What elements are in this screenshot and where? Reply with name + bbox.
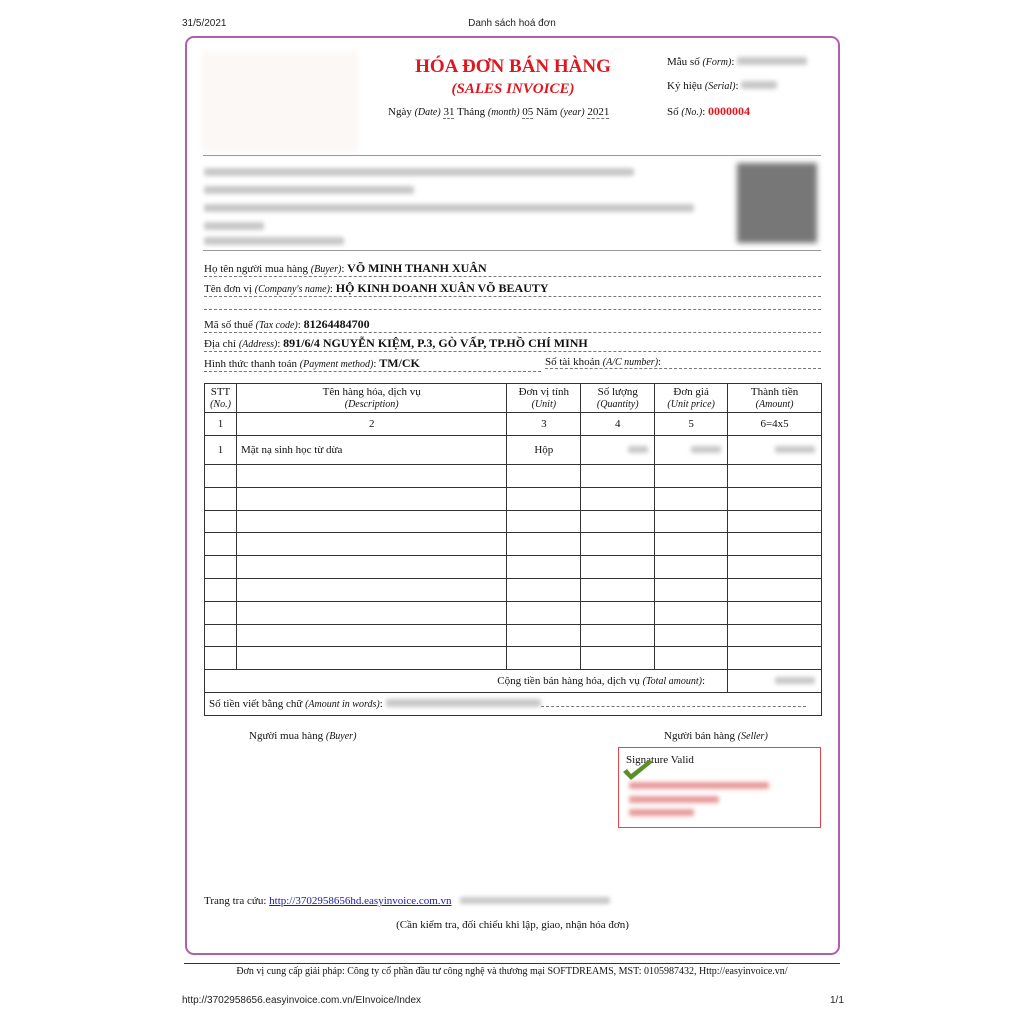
account-number-field: Số tài khoản (A/C number): (545, 356, 821, 369)
payment-value: TM/CK (379, 356, 420, 370)
empty-cell (581, 510, 655, 533)
header-unit-price: Đơn giá (Unit price) (655, 384, 728, 413)
seller-info-blurred (204, 168, 634, 176)
amount-in-words: Số tiền viết bằng chữ (Amount in words): (205, 693, 822, 716)
address-value: 891/6/4 NGUYỄN KIỆM, P.3, GÒ VẤP, TP.HỒ CHÍ MINH (283, 336, 588, 350)
empty-cell (581, 533, 655, 556)
empty-cell (728, 510, 822, 533)
month-en: (month) (487, 107, 520, 118)
empty-cell (205, 624, 237, 647)
qr-code (737, 163, 817, 243)
lookup-link[interactable]: http://3702958656hd.easyinvoice.com.vn (269, 895, 452, 907)
table-row (205, 436, 822, 465)
empty-cell (507, 465, 581, 488)
signature-valid-text: Signature Valid (626, 754, 694, 766)
invoice-date (388, 106, 609, 118)
empty-cell (581, 487, 655, 510)
item-quantity (581, 436, 655, 465)
account-label: Số tài khoản (545, 356, 600, 368)
amount-in-words-row (205, 693, 822, 716)
header-no: STT (No.) (205, 384, 237, 413)
form-en: (Form) (702, 57, 732, 68)
empty-cell (728, 601, 822, 624)
empty-cell (581, 556, 655, 579)
company-name-continuation (204, 309, 821, 310)
empty-cell (655, 556, 728, 579)
empty-cell (581, 465, 655, 488)
serial-value-blurred (741, 81, 777, 89)
table-header-row (205, 384, 822, 413)
empty-table-row (205, 578, 822, 601)
empty-cell (507, 533, 581, 556)
seller-info-blurred (204, 237, 344, 245)
empty-cell (728, 578, 822, 601)
buyer-name-field: Họ tên người mua hàng (Buyer): VÕ MINH THANH XUÂN (204, 261, 821, 277)
blurred-value (775, 677, 815, 684)
page-url: http://3702958656.easyinvoice.com.vn/EInvoice/Index (182, 995, 422, 1006)
year-label: Năm (536, 106, 558, 118)
checkmark-icon (621, 760, 655, 782)
date-label: Ngày (388, 106, 412, 118)
empty-cell (728, 556, 822, 579)
company-logo (202, 52, 358, 152)
col-number: 3 (507, 413, 581, 436)
empty-cell (655, 510, 728, 533)
item-unit: Hộp (507, 436, 581, 465)
header-amount: Thành tiền (Amount) (728, 384, 822, 413)
divider (184, 963, 840, 964)
date-day: 31 (443, 106, 455, 118)
signer-info-blurred (629, 809, 694, 816)
col-number: 1 (205, 413, 237, 436)
col-number: 5 (655, 413, 728, 436)
empty-table-row (205, 465, 822, 488)
payment-en: (Payment method) (299, 359, 374, 370)
provider-info: Đơn vị cung cấp giải pháp: Công ty cổ phần đầu tư công nghệ và thương mại SOFTDREAMS, MST: 0105987432, Http://easyinvoice.vn/ (236, 966, 788, 977)
lookup-label: Trang tra cứu: (204, 895, 267, 907)
empty-cell (507, 578, 581, 601)
empty-cell (581, 578, 655, 601)
empty-cell (236, 487, 506, 510)
invoice-title: HÓA ĐƠN BÁN HÀNG (415, 56, 611, 77)
address-en: (Address) (238, 339, 278, 350)
empty-cell (655, 465, 728, 488)
signer-info-blurred (629, 796, 719, 803)
empty-cell (205, 487, 237, 510)
empty-cell (655, 578, 728, 601)
invoice-no-value: 0000004 (708, 104, 751, 118)
empty-cell (581, 601, 655, 624)
empty-table-row (205, 556, 822, 579)
company-name-field: Tên đơn vị (Company's name): HỘ KINH DOANH XUÂN VÕ BEAUTY (204, 281, 821, 297)
empty-cell (507, 601, 581, 624)
seller-signature-label: Người bán hàng (Seller) (664, 730, 768, 742)
buyer-name-label: Họ tên người mua hàng (204, 263, 309, 275)
empty-cell (236, 601, 506, 624)
year-en: (year) (560, 107, 585, 118)
empty-cell (236, 556, 506, 579)
company-en: (Company's name) (254, 284, 330, 295)
invoice-number: Số (No.): 0000004 (667, 104, 751, 118)
lookup-code-blurred (460, 897, 610, 904)
empty-cell (581, 647, 655, 670)
no-en: (No.) (681, 107, 703, 118)
empty-cell (236, 510, 506, 533)
empty-cell (236, 578, 506, 601)
empty-cell (655, 487, 728, 510)
empty-cell (205, 533, 237, 556)
empty-cell (655, 624, 728, 647)
empty-cell (581, 624, 655, 647)
empty-cell (507, 487, 581, 510)
col-number: 2 (236, 413, 506, 436)
item-unit-price (655, 436, 728, 465)
lookup-line (204, 895, 610, 907)
empty-cell (728, 647, 822, 670)
signer-info-blurred (629, 782, 769, 789)
company-value: HỘ KINH DOANH XUÂN VÕ BEAUTY (335, 281, 549, 295)
blurred-value (775, 446, 815, 453)
form-number: Mẫu số (Form): (667, 56, 807, 68)
col-number: 4 (581, 413, 655, 436)
item-no: 1 (205, 436, 237, 465)
seller-info-blurred (204, 222, 264, 230)
address-label: Địa chỉ (204, 338, 237, 350)
empty-cell (205, 510, 237, 533)
empty-cell (236, 647, 506, 670)
header-quantity: Số lượng (Quantity) (581, 384, 655, 413)
digital-signature-box (618, 747, 821, 828)
empty-cell (728, 624, 822, 647)
date-year: 2021 (587, 106, 610, 118)
divider (203, 155, 821, 156)
item-description: Mặt nạ sinh học từ dừa (236, 436, 506, 465)
empty-cell (205, 556, 237, 579)
empty-cell (728, 487, 822, 510)
header-description: Tên hàng hóa, dịch vụ (Description) (236, 384, 506, 413)
empty-table-row (205, 487, 822, 510)
month-label: Tháng (457, 106, 486, 118)
tax-label: Mã số thuế (204, 319, 253, 331)
serial-en: (Serial) (704, 81, 736, 92)
empty-cell (205, 578, 237, 601)
seller-info-blurred (204, 204, 694, 212)
seller-info-blurred (204, 186, 414, 194)
column-number-row (205, 413, 822, 436)
empty-table-row (205, 533, 822, 556)
empty-cell (655, 533, 728, 556)
item-amount (728, 436, 822, 465)
empty-cell (205, 465, 237, 488)
buyer-name-value: VÕ MINH THANH XUÂN (347, 261, 487, 275)
total-amount (728, 670, 822, 693)
empty-table-row (205, 601, 822, 624)
buyer-name-en: (Buyer) (310, 264, 342, 275)
address-field: Địa chỉ (Address): 891/6/4 NGUYỄN KIỆM, P.3, GÒ VẤP, TP.HỒ CHÍ MINH (204, 336, 821, 352)
serial-label: Ký hiệu (667, 80, 703, 92)
empty-cell (236, 533, 506, 556)
empty-cell (507, 624, 581, 647)
print-date: 31/5/2021 (182, 18, 227, 29)
company-label: Tên đơn vị (204, 283, 252, 295)
blurred-value (386, 699, 541, 707)
empty-table-row (205, 647, 822, 670)
page-title: Danh sách hoá đơn (468, 18, 556, 29)
empty-cell (205, 647, 237, 670)
serial-number: Ký hiệu (Serial): (667, 80, 777, 92)
items-table (204, 383, 822, 716)
page-number: 1/1 (830, 995, 844, 1006)
empty-cell (507, 647, 581, 670)
empty-cell (728, 533, 822, 556)
tax-value: 81264484700 (303, 317, 370, 331)
total-row (205, 670, 822, 693)
blurred-value (628, 446, 648, 453)
empty-cell (655, 601, 728, 624)
buyer-signature-label: Người mua hàng (Buyer) (249, 730, 357, 742)
empty-table-row (205, 510, 822, 533)
empty-cell (236, 465, 506, 488)
empty-cell (728, 465, 822, 488)
total-label: Cộng tiền bán hàng hóa, dịch vụ (Total amount): (205, 670, 728, 693)
col-number: 6=4x5 (728, 413, 822, 436)
empty-cell (236, 624, 506, 647)
payment-method-field: Hình thức thanh toán (Payment method): TM/CK (204, 356, 541, 372)
account-en: (A/C number) (602, 357, 659, 368)
header-unit: Đơn vị tính (Unit) (507, 384, 581, 413)
empty-cell (507, 510, 581, 533)
blurred-value (691, 446, 721, 453)
empty-cell (205, 601, 237, 624)
date-en: (Date) (414, 107, 441, 118)
empty-table-row (205, 624, 822, 647)
divider (203, 250, 821, 251)
empty-cell (507, 556, 581, 579)
no-label: Số (667, 106, 679, 118)
date-month: 05 (522, 106, 534, 118)
form-value-blurred (737, 57, 807, 65)
tax-en: (Tax code) (255, 320, 298, 331)
payment-label: Hình thức thanh toán (204, 358, 298, 370)
tax-code-field: Mã số thuế (Tax code): 81264484700 (204, 317, 821, 333)
empty-cell (655, 647, 728, 670)
invoice-subtitle: (SALES INVOICE) (451, 81, 575, 97)
verification-note: (Cần kiểm tra, đối chiếu khi lập, giao, nhận hóa đơn) (396, 919, 629, 931)
form-label: Mẫu số (667, 56, 700, 68)
